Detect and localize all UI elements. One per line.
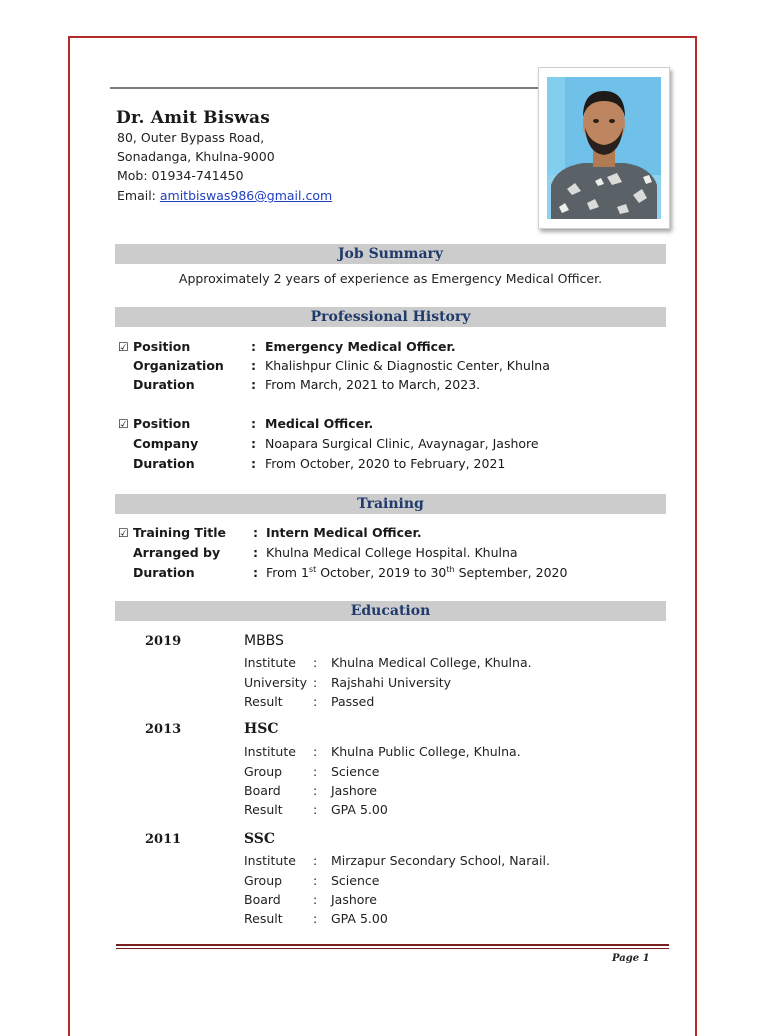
training-bullet-icon: ☑ xyxy=(118,526,129,540)
education-colon: : xyxy=(313,892,318,907)
training-duration-label: Duration xyxy=(133,565,195,580)
education-value: Rajshahi University xyxy=(331,675,452,690)
history-2-duration-label: Duration xyxy=(133,456,195,471)
footer-rule xyxy=(116,944,669,946)
email-link[interactable]: amitbiswas986@gmail.com xyxy=(159,188,333,203)
candidate-name: Dr. Amit Biswas xyxy=(116,108,270,128)
education-value: Mirzapur Secondary School, Narail. xyxy=(331,853,550,868)
section-education: Education xyxy=(115,601,666,621)
education-value: Jashore xyxy=(331,892,377,907)
history-1-organization-value: Khalishpur Clinic & Diagnostic Center, Khulna xyxy=(265,358,550,373)
history-2-company-label: Company xyxy=(133,436,199,451)
education-colon: : xyxy=(313,764,318,779)
history-2-colon: : xyxy=(251,416,256,431)
education-colon: : xyxy=(313,802,318,817)
history-1-colon: : xyxy=(251,377,256,392)
training-colon: : xyxy=(253,565,258,580)
mobile-number: Mob: 01934-741450 xyxy=(117,168,244,183)
header-rule xyxy=(110,87,540,89)
history-2-company-value: Noapara Surgical Clinic, Avaynagar, Jashore xyxy=(265,436,539,451)
training-title-label: Training Title xyxy=(133,525,226,540)
education-colon: : xyxy=(313,911,318,926)
email-label: Email: xyxy=(117,188,160,203)
history-2-colon: : xyxy=(251,436,256,451)
training-title-value: Intern Medical Officer. xyxy=(266,525,422,540)
education-value: Khulna Medical College, Khulna. xyxy=(331,655,532,670)
education-degree: SSC xyxy=(244,831,276,847)
job-summary-text: Approximately 2 years of experience as Emergency Medical Officer. xyxy=(178,271,603,286)
education-key: University xyxy=(244,675,308,690)
education-value: Jashore xyxy=(331,783,377,798)
duration-from: From 1 xyxy=(266,565,309,581)
education-colon: : xyxy=(313,694,318,709)
education-colon: : xyxy=(313,744,318,759)
portrait-image xyxy=(547,77,661,219)
email-line xyxy=(117,188,332,203)
history-2-position-label: Position xyxy=(133,416,191,431)
training-colon: : xyxy=(253,545,258,560)
duration-sup-2: th xyxy=(446,565,455,574)
education-value: Khulna Public College, Khulna. xyxy=(331,744,521,759)
history-1-colon: : xyxy=(251,358,256,373)
education-key: Institute xyxy=(244,744,296,759)
history-2-colon: : xyxy=(251,456,256,471)
education-key: Institute xyxy=(244,655,296,670)
history-1-position-label: Position xyxy=(133,339,191,354)
history-2-position-value: Medical Officer. xyxy=(265,416,374,431)
education-value: Science xyxy=(331,764,380,779)
address-line-1: 80, Outer Bypass Road, xyxy=(117,130,265,145)
education-key: Result xyxy=(244,694,283,709)
history-1-position-value: Emergency Medical Officer. xyxy=(265,339,456,354)
education-key: Group xyxy=(244,764,283,779)
education-value: GPA 5.00 xyxy=(331,802,388,817)
education-key: Result xyxy=(244,802,283,817)
section-professional-history: Professional History xyxy=(115,307,666,327)
training-arranged-value: Khulna Medical College Hospital. Khulna xyxy=(266,545,518,560)
education-colon: : xyxy=(313,655,318,670)
education-colon: : xyxy=(313,853,318,868)
education-year: 2011 xyxy=(145,832,182,847)
education-key: Board xyxy=(244,892,281,907)
history-2-duration-value: From October, 2020 to February, 2021 xyxy=(265,456,506,471)
training-colon: : xyxy=(253,525,258,540)
section-job-summary: Job Summary xyxy=(115,244,666,264)
page-number: Page 1 xyxy=(612,953,650,964)
education-year: 2019 xyxy=(145,634,182,649)
education-colon: : xyxy=(313,783,318,798)
education-colon: : xyxy=(313,873,318,888)
profile-photo xyxy=(538,67,670,229)
education-key: Group xyxy=(244,873,283,888)
training-duration-value xyxy=(266,565,567,580)
education-key: Result xyxy=(244,911,283,926)
history-bullet-icon: ☑ xyxy=(118,340,129,354)
history-bullet-icon: ☑ xyxy=(118,417,129,431)
education-key: Institute xyxy=(244,853,296,868)
duration-mid: October, 2019 to 30 xyxy=(316,565,447,581)
training-arranged-label: Arranged by xyxy=(133,545,221,560)
address-line-2: Sonadanga, Khulna-9000 xyxy=(117,149,275,164)
education-key: Board xyxy=(244,783,281,798)
education-degree: HSC xyxy=(244,721,279,737)
duration-sup-1: st xyxy=(308,565,317,574)
education-value: Science xyxy=(331,873,380,888)
education-value: GPA 5.00 xyxy=(331,911,388,926)
history-1-duration-value: From March, 2021 to March, 2023. xyxy=(265,377,481,392)
history-1-colon: : xyxy=(251,339,256,354)
footer-rule xyxy=(116,948,669,949)
duration-end: September, 2020 xyxy=(454,565,568,581)
history-1-duration-label: Duration xyxy=(133,377,195,392)
education-value: Passed xyxy=(331,694,375,709)
section-training: Training xyxy=(115,494,666,514)
history-1-organization-label: Organization xyxy=(133,358,224,373)
education-colon: : xyxy=(313,675,318,690)
education-year: 2013 xyxy=(145,722,182,737)
education-degree: MBBS xyxy=(244,633,284,649)
